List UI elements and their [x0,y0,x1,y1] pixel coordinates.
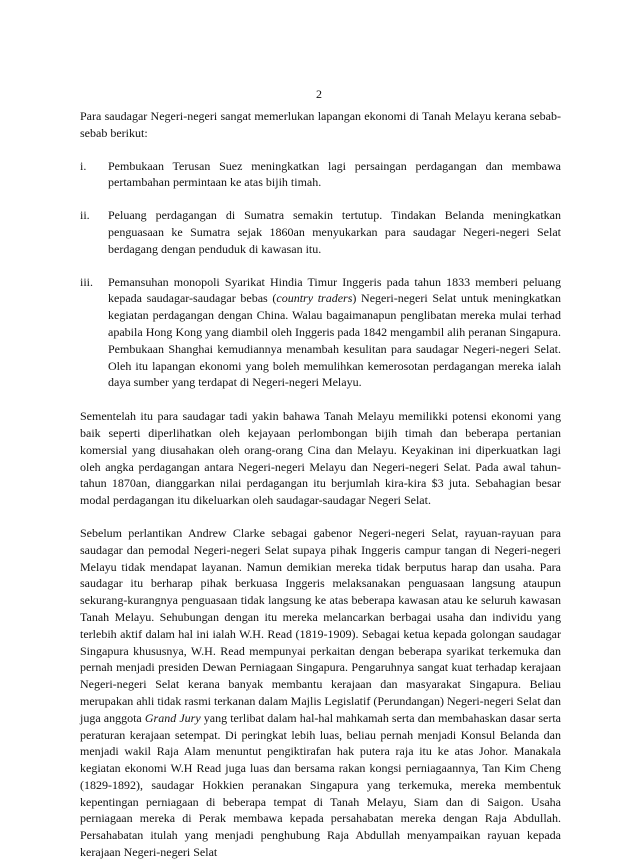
list-marker: i. [80,158,87,173]
paragraph-wh-read [80,525,561,861]
paragraph-part: Sebelum perlantikan Andrew Clarke sebagai gabenor Negeri-negeri Selat, rayuan-rayuan para saudagar dan pemodal Negeri-negeri Selat supaya pihak Inggeris campur tangan di Negeri-negeri Melayu tidak mendapat layanan. Namun demikian mereka tidak berputus harap dan usaha. Para saudagar itu berharap pihak berkuasa Inggeris melaksanakan penguasaan langsung ataupun sekurang-kurangnya penguasaan tidak langsung ke atas beberapa kawasan atau ke seluruh kawasan Tanah Melayu. Sehubungan dengan itu mereka melancarkan berbagai usaha dan individu yang terlebih aktif dalam hal ini ialah W.H. Read (1819-1909). Sebagai ketua kepada golongan saudagar Singapura khususnya, W.H. Read mempunyai perkaitan dengan beberapa syarikat terkemuka dan pernah menjadi presiden Dewan Perniagaan Singapura. Pengaruhnya sangat kuat terhadap kerajaan Negeri-negeri Selat kerana banyak membantu kerajaan dan masyarakat Singapura. Beliau merupakan ahli tidak rasmi terkanan dalam Majlis Legislatif (Perundangan) Negeri-negeri Selat dan juga anggota [80,525,561,725]
italic-term-grand-jury: Grand Jury [144,710,201,725]
list-marker: ii. [80,208,90,223]
document-body [80,108,561,861]
list-text: Pembukaan Terusan Suez meningkatkan lagi persaingan perdagangan dan membawa pertambahan permintaan ke atas bijih timah. [108,158,561,190]
list-marker: iii. [80,274,94,289]
list-text-part: Pemansuhan monopoli Syarikat Hindia Timur Inggeris pada tahun 1833 memberi peluang kepada saudagar-saudagar bebas ( [108,274,561,306]
list-item-ii [80,207,561,257]
list-text: Peluang perdagangan di Sumatra semakin tertutup. Tindakan Belanda meningkatkan penguasaan ke Sumatra sejak 1860an menyukarkan para saudagar Negeri-negeri Selat berdagang dengan penduduk di kawasan itu. [108,208,561,256]
italic-term-country-traders: country traders [276,291,353,306]
paragraph-part: yang terlibat dalam hal-hal mahkamah serta dan membahaskan dasar serta peraturan kerajaan setempat. Di peringkat lebih luas, beliau pernah menjadi Konsul Belanda dan menjadi wakil Raja Alam menuntut pengiktirafan hak putera raja itu ke atas Johor. Manakala kegiatan ekonomi W.H Read juga luas dan bersama rakan kongsi perniagaannya, Tan Kim Cheng (1829-1892), saudagar Hokkien peranakan Singapura yang terkemuka, mereka membentuk kepentingan perniagaan di beberapa tempat di Tanah Melayu, Siam dan di Saigon. Usaha perniagaan mereka di Perak membawa kepada persahabatan mereka dengan Raja Abdullah. Persahabatan itulah yang menjadi penghubung Raja Abdullah menyampaikan rayuan kepada kerajaan Negeri-negeri Selat [80,710,561,860]
list-text [108,274,561,392]
paragraph-trade-potential: Sementelah itu para saudagar tadi yakin bahawa Tanah Melayu memilikki potensi ekonomi yang baik seperti diperlihatkan oleh kejayaan perlombongan bijih timah dan beberapa pertanian komersial yang diusahakan oleh orang-orang Cina dan Melayu. Keyakinan ini diperkuatkan lagi oleh angka perdagangan antara Negeri-negeri Melayu dan Negeri-negeri Selat. Pada awal tahun-tahun 1870an, dianggarkan nilai perdagangan itu berjumlah kira-kira $3 juta. Sebahagian besar modal perdagangan itu dikeluarkan oleh saudagar-saudagar Negeri Selat. [80,409,561,508]
page-number: 2 [316,87,322,101]
list-text-part: ) Negeri-negeri Selat untuk meningkatkan kegiatan perdagangan dengan China. Walau bagaimanapun penglibatan mereka mulai terhad apabila Hong Kong yang diambil oleh Inggeris pada 1842 mengambil alih peranan Singapura. Pembukaan Shanghai kemudiannya menambah kesulitan para saudagar Negeri-negeri Selat. Oleh itu lapangan ekonomi yang boleh memulihkan kemerosotan perdagangan mereka ialah daya sumber yang terdapat di Negeri-negeri Melayu. [108,291,562,390]
list-item-i [80,158,561,192]
list-item-iii [80,274,561,392]
intro-paragraph: Para saudagar Negeri-negeri sangat memerlukan lapangan ekonomi di Tanah Melayu kerana sebab-sebab berikut: [80,109,561,140]
